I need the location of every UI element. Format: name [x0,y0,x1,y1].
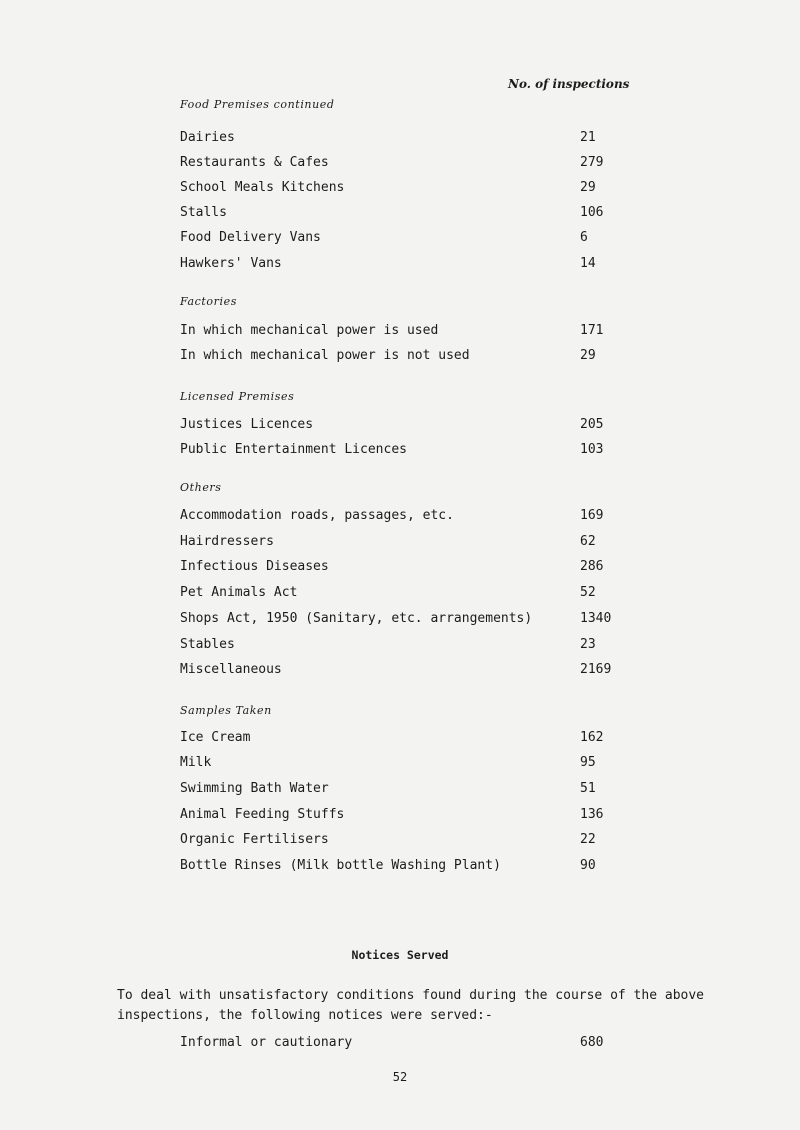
row-value: 169 [580,508,604,523]
table-row [180,755,600,773]
row-value: 6 [580,230,588,245]
notices-paragraph [117,986,757,1026]
row-label: Hairdressers [180,534,274,549]
table-row [180,730,604,748]
row-value: 21 [580,130,596,145]
row-value: 136 [580,807,604,822]
row-value: 14 [580,256,596,271]
table-row [180,807,604,825]
table-row [180,781,600,799]
row-label: Pet Animals Act [180,585,298,600]
row-value: 29 [580,180,596,195]
row-label: Stalls [180,205,227,220]
row-label: Miscellaneous [180,662,282,677]
section-title-others: Others [180,481,222,494]
row-value: 23 [580,637,596,652]
row-label: Hawkers' Vans [180,256,282,271]
table-row [180,637,600,655]
section-title-samples-taken: Samples Taken [180,704,272,717]
row-label: Organic Fertilisers [180,832,329,847]
row-value: 95 [580,755,596,770]
row-label: Dairies [180,130,235,145]
row-value: 22 [580,832,596,847]
section-title-factories: Factories [180,295,237,308]
table-row [180,323,604,341]
table-row [180,832,600,850]
row-value: 286 [580,559,604,574]
table-row [180,559,604,577]
row-value: 106 [580,205,604,220]
row-label: Milk [180,755,212,770]
table-row [180,662,612,680]
row-value: 52 [580,585,596,600]
row-value: 680 [580,1035,604,1050]
table-row [180,205,604,223]
column-heading: No. of inspections [508,77,630,91]
row-value: 62 [580,534,596,549]
row-label: Infectious Diseases [180,559,329,574]
row-label: Public Entertainment Licences [180,442,407,457]
row-label: School Meals Kitchens [180,180,345,195]
section-title-food-premises: Food Premises continued [180,98,335,111]
row-label: In which mechanical power is not used [180,348,470,363]
row-label: Food Delivery Vans [180,230,321,245]
row-value: 2169 [580,662,612,677]
table-row [180,611,612,629]
row-value: 51 [580,781,596,796]
table-row [180,858,600,876]
table-row [180,417,604,435]
table-row [180,348,600,366]
table-row [180,180,600,198]
row-label: Justices Licences [180,417,314,432]
row-value: 29 [580,348,596,363]
table-row [180,256,600,274]
row-value: 103 [580,442,604,457]
notices-served-heading: Notices Served [351,948,449,962]
table-row [180,508,604,526]
table-row [180,155,604,173]
paragraph-line: inspections, the following notices were served:- [117,1008,493,1023]
row-label: Animal Feeding Stuffs [180,807,345,822]
paragraph-line: To deal with unsatisfactory conditions found during the course of the above [117,988,704,1003]
row-value: 90 [580,858,596,873]
row-label: Stables [180,637,235,652]
table-row [180,230,600,248]
row-label: In which mechanical power is used [180,323,439,338]
table-row [180,130,600,148]
row-label: Restaurants & Cafes [180,155,329,170]
row-label: Ice Cream [180,730,251,745]
row-value: 205 [580,417,604,432]
row-value: 1340 [580,611,612,626]
table-row [180,585,600,603]
row-value: 279 [580,155,604,170]
table-row [180,442,604,460]
section-title-licensed-premises: Licensed Premises [180,390,295,403]
row-label: Informal or cautionary [180,1035,353,1050]
row-label: Swimming Bath Water [180,781,329,796]
row-label: Accommodation roads, passages, etc. [180,508,454,523]
table-row [180,534,600,552]
page-number: 52 [392,1070,408,1084]
row-value: 171 [580,323,604,338]
row-value: 162 [580,730,604,745]
row-label: Bottle Rinses (Milk bottle Washing Plant) [180,858,501,873]
table-row [180,1035,604,1053]
row-label: Shops Act, 1950 (Sanitary, etc. arrangements) [180,611,533,626]
